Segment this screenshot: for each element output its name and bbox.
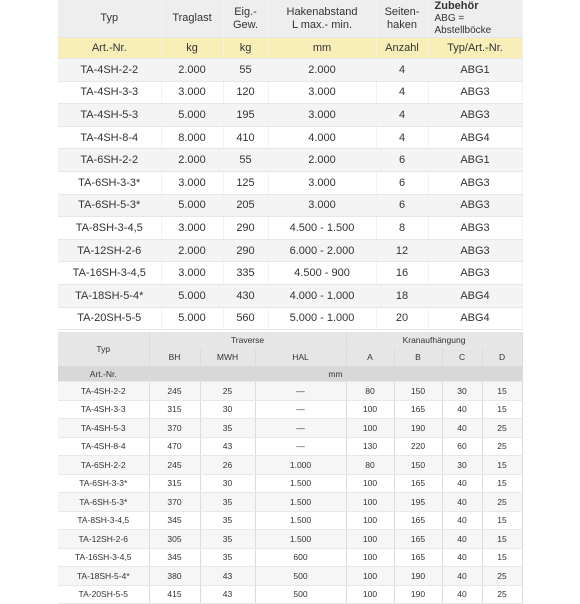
unit-cell: kg xyxy=(223,38,268,59)
unit-cell: kg xyxy=(161,38,223,59)
cell-bh: 315 xyxy=(149,400,200,419)
cell-zubehoer: ABG1 xyxy=(428,149,522,172)
cell-traglast: 5.000 xyxy=(161,284,223,307)
dim-header-unit: mm xyxy=(149,366,522,382)
table-row xyxy=(58,307,522,330)
cell-d: 15 xyxy=(482,382,522,401)
cell-zubehoer: ABG3 xyxy=(428,262,522,285)
cell-art-nr: TA-6SH-5-3* xyxy=(58,194,161,217)
cell-a: 100 xyxy=(346,530,394,549)
cell-c: 30 xyxy=(442,382,482,401)
cell-hal: 1.500 xyxy=(255,530,346,549)
cell-eig-gew: 335 xyxy=(223,262,268,285)
unit-cell: Typ/Art.-Nr. xyxy=(428,38,522,59)
cell-zubehoer: ABG3 xyxy=(428,104,522,127)
cell-eig-gew: 205 xyxy=(223,194,268,217)
cell-art-nr: TA-8SH-3-4,5 xyxy=(58,217,161,240)
cell-seitenhaken: 6 xyxy=(376,194,428,217)
table-row xyxy=(58,585,522,604)
cell-art-nr: TA-4SH-2-2 xyxy=(58,382,149,401)
table-row xyxy=(58,171,522,194)
table-row xyxy=(58,474,522,493)
cell-traglast: 3.000 xyxy=(161,217,223,240)
table-row xyxy=(58,548,522,567)
cell-b: 220 xyxy=(394,437,442,456)
dim-header-kranaufhaengung: Kranaufhängung xyxy=(346,332,522,348)
cell-c: 40 xyxy=(442,585,482,604)
cell-bh: 380 xyxy=(149,567,200,586)
cell-eig-gew: 560 xyxy=(223,307,268,330)
cell-traglast: 3.000 xyxy=(161,262,223,285)
cell-bh: 345 xyxy=(149,511,200,530)
cell-d: 15 xyxy=(482,530,522,549)
cell-hal: — xyxy=(255,419,346,438)
cell-hal: 1.500 xyxy=(255,511,346,530)
cell-a: 100 xyxy=(346,585,394,604)
cell-a: 100 xyxy=(346,493,394,512)
cell-eig-gew: 55 xyxy=(223,59,268,82)
cell-art-nr: TA-4SH-2-2 xyxy=(58,59,161,82)
dim-col-header: C xyxy=(442,348,482,366)
cell-eig-gew: 290 xyxy=(223,239,268,262)
table-row xyxy=(58,104,522,127)
cell-art-nr: TA-4SH-5-3 xyxy=(58,104,161,127)
cell-a: 80 xyxy=(346,382,394,401)
cell-c: 40 xyxy=(442,474,482,493)
cell-bh: 370 xyxy=(149,419,200,438)
cell-b: 165 xyxy=(394,511,442,530)
dimensions-table xyxy=(58,332,523,604)
cell-eig-gew: 410 xyxy=(223,126,268,149)
cell-a: 130 xyxy=(346,437,394,456)
cell-hal: 1.500 xyxy=(255,493,346,512)
cell-eig-gew: 55 xyxy=(223,149,268,172)
cell-art-nr: TA-6SH-3-3* xyxy=(58,171,161,194)
header-seitenhaken: Seiten- haken xyxy=(376,0,428,38)
cell-c: 40 xyxy=(442,419,482,438)
cell-d: 25 xyxy=(482,437,522,456)
cell-c: 30 xyxy=(442,456,482,475)
main-spec-table xyxy=(58,0,523,330)
cell-art-nr: TA-20SH-5-5 xyxy=(58,585,149,604)
table-row xyxy=(58,511,522,530)
cell-d: 15 xyxy=(482,474,522,493)
cell-b: 165 xyxy=(394,530,442,549)
cell-c: 40 xyxy=(442,530,482,549)
cell-zubehoer: ABG3 xyxy=(428,194,522,217)
cell-d: 15 xyxy=(482,511,522,530)
cell-seitenhaken: 6 xyxy=(376,171,428,194)
cell-d: 25 xyxy=(482,419,522,438)
cell-c: 40 xyxy=(442,493,482,512)
header-traglast: Traglast xyxy=(161,0,223,38)
cell-hakenabstand: 5.000 - 1.000 xyxy=(268,307,376,330)
cell-a: 100 xyxy=(346,548,394,567)
cell-art-nr: TA-12SH-2-6 xyxy=(58,239,161,262)
cell-seitenhaken: 20 xyxy=(376,307,428,330)
unit-cell: Anzahl xyxy=(376,38,428,59)
cell-b: 150 xyxy=(394,382,442,401)
cell-art-nr: TA-16SH-3-4,5 xyxy=(58,548,149,567)
cell-seitenhaken: 4 xyxy=(376,81,428,104)
cell-hal: 1.500 xyxy=(255,474,346,493)
cell-hakenabstand: 4.000 - 1.000 xyxy=(268,284,376,307)
header-zubehoer xyxy=(428,0,522,38)
cell-hakenabstand: 3.000 xyxy=(268,194,376,217)
cell-a: 100 xyxy=(346,474,394,493)
cell-mwh: 43 xyxy=(200,437,255,456)
cell-a: 100 xyxy=(346,419,394,438)
cell-hal: 1.000 xyxy=(255,456,346,475)
table-row xyxy=(58,419,522,438)
cell-d: 15 xyxy=(482,456,522,475)
dim-col-header: A xyxy=(346,348,394,366)
cell-d: 25 xyxy=(482,585,522,604)
cell-d: 25 xyxy=(482,567,522,586)
header-eig-gew: Eig.- Gew. xyxy=(223,0,268,38)
spec-tables xyxy=(58,0,522,604)
cell-seitenhaken: 8 xyxy=(376,217,428,240)
cell-zubehoer: ABG3 xyxy=(428,171,522,194)
cell-b: 165 xyxy=(394,400,442,419)
main-header-row xyxy=(58,0,522,38)
cell-seitenhaken: 18 xyxy=(376,284,428,307)
cell-art-nr: TA-16SH-3-4,5 xyxy=(58,262,161,285)
cell-mwh: 35 xyxy=(200,511,255,530)
cell-traglast: 5.000 xyxy=(161,104,223,127)
dim-unit-row xyxy=(58,366,522,382)
cell-art-nr: TA-8SH-3-4,5 xyxy=(58,511,149,530)
units-row xyxy=(58,38,522,59)
cell-hal: — xyxy=(255,400,346,419)
cell-mwh: 43 xyxy=(200,585,255,604)
cell-zubehoer: ABG4 xyxy=(428,284,522,307)
unit-cell: Art.-Nr. xyxy=(58,38,161,59)
table-row xyxy=(58,437,522,456)
table-row xyxy=(58,284,522,307)
header-typ: Typ xyxy=(58,0,161,38)
cell-mwh: 30 xyxy=(200,474,255,493)
cell-art-nr: TA-6SH-5-3* xyxy=(58,493,149,512)
cell-traglast: 2.000 xyxy=(161,149,223,172)
table-row xyxy=(58,493,522,512)
cell-d: 15 xyxy=(482,548,522,567)
cell-c: 60 xyxy=(442,437,482,456)
cell-mwh: 35 xyxy=(200,493,255,512)
cell-mwh: 26 xyxy=(200,456,255,475)
cell-b: 190 xyxy=(394,419,442,438)
dim-col-header: MWH xyxy=(200,348,255,366)
cell-zubehoer: ABG3 xyxy=(428,81,522,104)
cell-seitenhaken: 6 xyxy=(376,149,428,172)
dim-col-header: D xyxy=(482,348,522,366)
dim-col-header: B xyxy=(394,348,442,366)
zubehoer-title: Zubehör xyxy=(434,0,479,12)
cell-hal: 500 xyxy=(255,585,346,604)
table-row xyxy=(58,194,522,217)
cell-eig-gew: 125 xyxy=(223,171,268,194)
cell-a: 80 xyxy=(346,456,394,475)
cell-mwh: 25 xyxy=(200,382,255,401)
cell-hakenabstand: 4.000 xyxy=(268,126,376,149)
cell-a: 100 xyxy=(346,400,394,419)
cell-art-nr: TA-6SH-2-2 xyxy=(58,456,149,475)
cell-traglast: 2.000 xyxy=(161,239,223,262)
dim-col-header: HAL xyxy=(255,348,346,366)
table-row xyxy=(58,382,522,401)
cell-traglast: 2.000 xyxy=(161,59,223,82)
cell-a: 100 xyxy=(346,567,394,586)
table-row xyxy=(58,456,522,475)
cell-mwh: 43 xyxy=(200,567,255,586)
cell-bh: 470 xyxy=(149,437,200,456)
cell-seitenhaken: 16 xyxy=(376,262,428,285)
cell-mwh: 30 xyxy=(200,400,255,419)
cell-art-nr: TA-4SH-5-3 xyxy=(58,419,149,438)
cell-seitenhaken: 12 xyxy=(376,239,428,262)
table-row xyxy=(58,400,522,419)
table-row xyxy=(58,149,522,172)
cell-hakenabstand: 2.000 xyxy=(268,149,376,172)
dim-col-header: BH xyxy=(149,348,200,366)
cell-art-nr: TA-12SH-2-6 xyxy=(58,530,149,549)
cell-b: 165 xyxy=(394,548,442,567)
dim-header-typ: Typ xyxy=(58,332,149,366)
cell-mwh: 35 xyxy=(200,530,255,549)
cell-hakenabstand: 3.000 xyxy=(268,171,376,194)
cell-seitenhaken: 4 xyxy=(376,126,428,149)
cell-bh: 245 xyxy=(149,382,200,401)
cell-art-nr: TA-20SH-5-5 xyxy=(58,307,161,330)
cell-hakenabstand: 4.500 - 900 xyxy=(268,262,376,285)
cell-art-nr: TA-4SH-8-4 xyxy=(58,126,161,149)
dim-header-artnr: Art.-Nr. xyxy=(58,366,149,382)
cell-a: 100 xyxy=(346,511,394,530)
cell-hakenabstand: 6.000 - 2.000 xyxy=(268,239,376,262)
cell-art-nr: TA-4SH-3-3 xyxy=(58,81,161,104)
table-row xyxy=(58,126,522,149)
cell-bh: 245 xyxy=(149,456,200,475)
cell-traglast: 5.000 xyxy=(161,194,223,217)
cell-d: 25 xyxy=(482,493,522,512)
cell-hal: 600 xyxy=(255,548,346,567)
cell-eig-gew: 290 xyxy=(223,217,268,240)
cell-c: 40 xyxy=(442,400,482,419)
cell-zubehoer: ABG4 xyxy=(428,307,522,330)
cell-traglast: 3.000 xyxy=(161,171,223,194)
table-row xyxy=(58,81,522,104)
cell-art-nr: TA-6SH-2-2 xyxy=(58,149,161,172)
cell-mwh: 35 xyxy=(200,548,255,567)
cell-c: 40 xyxy=(442,567,482,586)
table-row xyxy=(58,262,522,285)
cell-b: 195 xyxy=(394,493,442,512)
cell-bh: 345 xyxy=(149,548,200,567)
cell-traglast: 5.000 xyxy=(161,307,223,330)
cell-d: 15 xyxy=(482,400,522,419)
table-row xyxy=(58,217,522,240)
cell-eig-gew: 195 xyxy=(223,104,268,127)
cell-hal: 500 xyxy=(255,567,346,586)
cell-hal: — xyxy=(255,437,346,456)
cell-zubehoer: ABG3 xyxy=(428,217,522,240)
cell-bh: 370 xyxy=(149,493,200,512)
cell-art-nr: TA-18SH-5-4* xyxy=(58,567,149,586)
cell-hakenabstand: 4.500 - 1.500 xyxy=(268,217,376,240)
header-hakenabstand: Hakenabstand L max.- min. xyxy=(268,0,376,38)
cell-hal: — xyxy=(255,382,346,401)
cell-traglast: 3.000 xyxy=(161,81,223,104)
cell-hakenabstand: 2.000 xyxy=(268,59,376,82)
cell-mwh: 35 xyxy=(200,419,255,438)
cell-eig-gew: 430 xyxy=(223,284,268,307)
cell-b: 190 xyxy=(394,585,442,604)
table-row xyxy=(58,530,522,549)
cell-art-nr: TA-18SH-5-4* xyxy=(58,284,161,307)
dim-header-traverse: Traverse xyxy=(149,332,346,348)
cell-bh: 415 xyxy=(149,585,200,604)
cell-seitenhaken: 4 xyxy=(376,59,428,82)
cell-b: 165 xyxy=(394,474,442,493)
cell-c: 40 xyxy=(442,511,482,530)
cell-b: 150 xyxy=(394,456,442,475)
cell-traglast: 8.000 xyxy=(161,126,223,149)
cell-zubehoer: ABG3 xyxy=(428,239,522,262)
table-row xyxy=(58,59,522,82)
cell-hakenabstand: 3.000 xyxy=(268,104,376,127)
table-row xyxy=(58,239,522,262)
cell-bh: 315 xyxy=(149,474,200,493)
table-row xyxy=(58,567,522,586)
cell-art-nr: TA-4SH-8-4 xyxy=(58,437,149,456)
dim-group-row xyxy=(58,332,522,348)
cell-art-nr: TA-6SH-3-3* xyxy=(58,474,149,493)
cell-art-nr: TA-4SH-3-3 xyxy=(58,400,149,419)
cell-seitenhaken: 4 xyxy=(376,104,428,127)
cell-zubehoer: ABG1 xyxy=(428,59,522,82)
cell-eig-gew: 120 xyxy=(223,81,268,104)
cell-b: 190 xyxy=(394,567,442,586)
zubehoer-subtitle: ABG = Abstellböcke xyxy=(434,13,492,36)
cell-bh: 305 xyxy=(149,530,200,549)
cell-hakenabstand: 3.000 xyxy=(268,81,376,104)
unit-cell: mm xyxy=(268,38,376,59)
cell-zubehoer: ABG4 xyxy=(428,126,522,149)
cell-c: 40 xyxy=(442,548,482,567)
